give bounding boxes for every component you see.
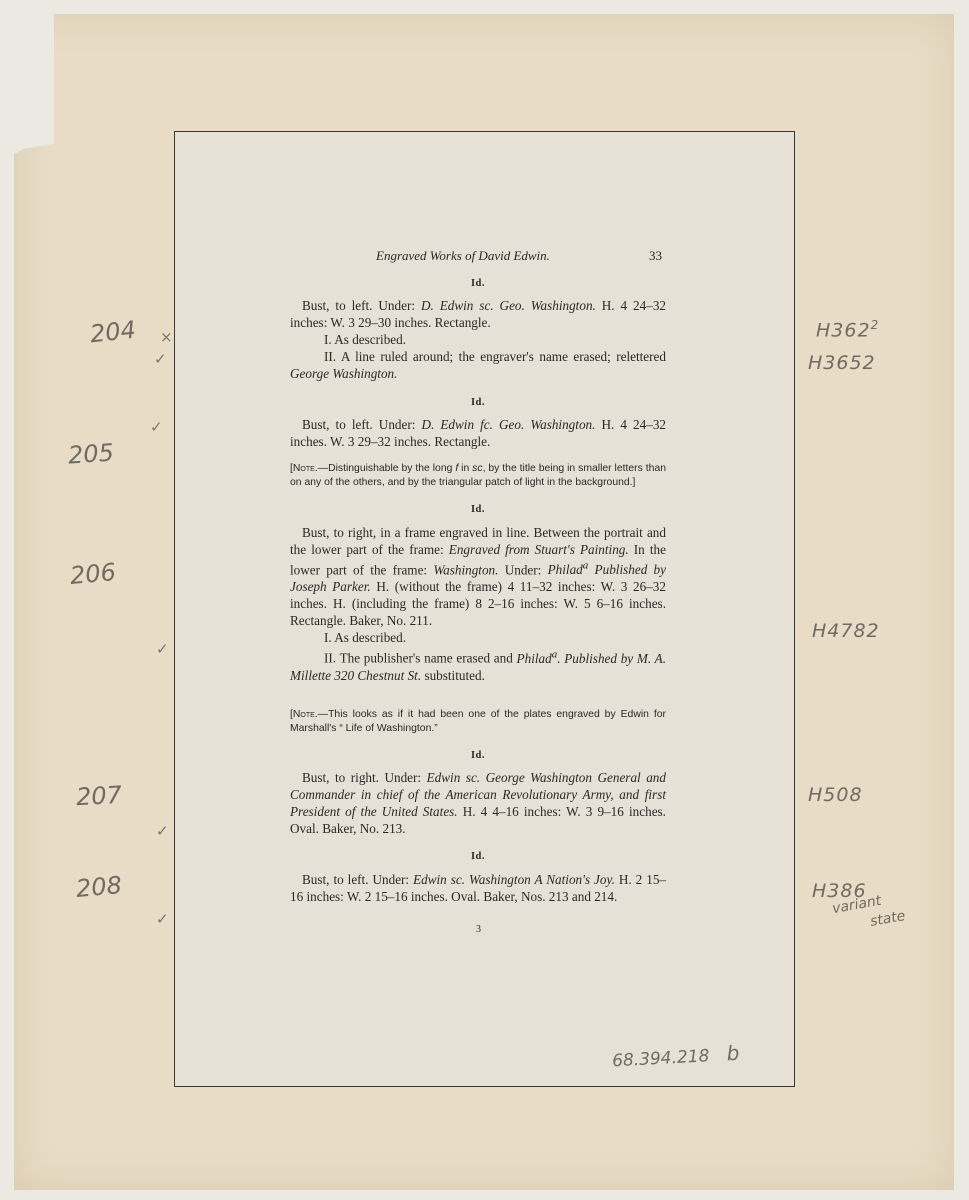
check-mark: ✓ <box>150 418 163 436</box>
accession-text: 68.394.218 <box>611 1046 710 1072</box>
check-mark: ✓ <box>156 910 169 928</box>
handwritten-code: H508 <box>808 784 863 806</box>
handwritten-number: 204 <box>88 315 138 349</box>
entry-id-label: Id. <box>470 851 486 862</box>
handwritten-code: H3652 <box>808 352 876 374</box>
handwritten-number: 208 <box>74 871 123 903</box>
signature-mark: 3 <box>476 924 481 935</box>
handwritten-code: H4782 <box>812 620 880 642</box>
accession-suffix: b <box>726 1040 740 1066</box>
handwritten-code <box>816 318 879 341</box>
running-header <box>372 248 662 268</box>
state-2: II. The publisher's name erased and Philad$^a$. Published by M. A. Millette 320 Chestnut St. substituted. <box>290 648 666 683</box>
entry-note: [Note.—Distinguishable by the long f in sc, by the title being in smaller letters than on any of the others, and by the triangular patch of light in the background.] <box>290 463 666 488</box>
entry-id-label: Id. <box>470 504 486 515</box>
state-2: II. A line ruled around; the engraver's name erased; relettered George Washington. <box>290 349 666 381</box>
entry-3 <box>290 524 666 684</box>
handwritten-number: 205 <box>67 438 115 470</box>
check-mark: ✓ <box>156 640 169 658</box>
entry-note: [Note.—This looks as if it had been one of the plates engraved by Edwin for Marshall's “ Life of Washington.” <box>290 709 666 734</box>
handwritten-code: H386 <box>812 880 867 902</box>
entry-description: Bust, to right. Under: Edwin sc. George Washington General and Commander in chief of the American Revolutionary Army, and first President of the United States. H. 4 4–16 inches: W. 3 9–16 inches. Oval. Baker, No. 213. <box>290 770 666 836</box>
entry-1 <box>290 297 666 382</box>
entry-description: Bust, to left. Under: D. Edwin sc. Geo. Washington. H. 4 24–32 inches: W. 3 29–30 inches. Rectangle. <box>290 298 667 330</box>
code-text: H362 <box>816 319 871 342</box>
entry-2 <box>290 416 666 450</box>
state-1: I. As described. <box>324 630 407 646</box>
entry-description: Bust, to left. Under: Edwin sc. Washington A Nation's Joy. H. 2 15–16 inches: W. 2 15–16 inches. Oval. Baker, Nos. 213 and 214. <box>290 872 667 904</box>
cross-mark: × <box>160 328 173 346</box>
handwritten-number: 206 <box>68 558 117 590</box>
entry-5 <box>290 871 666 905</box>
handwritten-note: variant <box>830 892 883 918</box>
state-1: I. As described. <box>324 332 407 347</box>
handwritten-note: state <box>868 908 907 930</box>
entry-id-label: Id. <box>470 750 486 761</box>
code-superscript: 2 <box>870 318 880 332</box>
entry-id-label: Id. <box>470 397 486 408</box>
entry-description: Bust, to left. Under: D. Edwin fc. Geo. Washington. H. 4 24–32 inches. W. 3 29–32 inches. Rectangle. <box>290 417 667 449</box>
check-mark: ✓ <box>154 350 167 368</box>
check-mark: ✓ <box>156 822 169 840</box>
handwritten-number: 207 <box>75 780 123 812</box>
entry-id-label: Id. <box>470 278 486 289</box>
page-number: 33 <box>649 248 662 263</box>
header-title: Engraved Works of David Edwin. <box>376 248 550 263</box>
entry-description: Bust, to right, in a frame engraved in line. Between the portrait and the lower part of the frame: Engraved from Stuart's Painting. In the lower part of the frame: Washington. Under: Philad$^a$ Published by Joseph Parker. H. (without the frame) 4 11–32 inches: W. 3 26–32 inches. H. (including the frame) 8 2–16 inches: W. 5 6–16 inches. Rectangle. Baker, No. 211. <box>290 525 666 629</box>
entry-4 <box>290 769 666 837</box>
